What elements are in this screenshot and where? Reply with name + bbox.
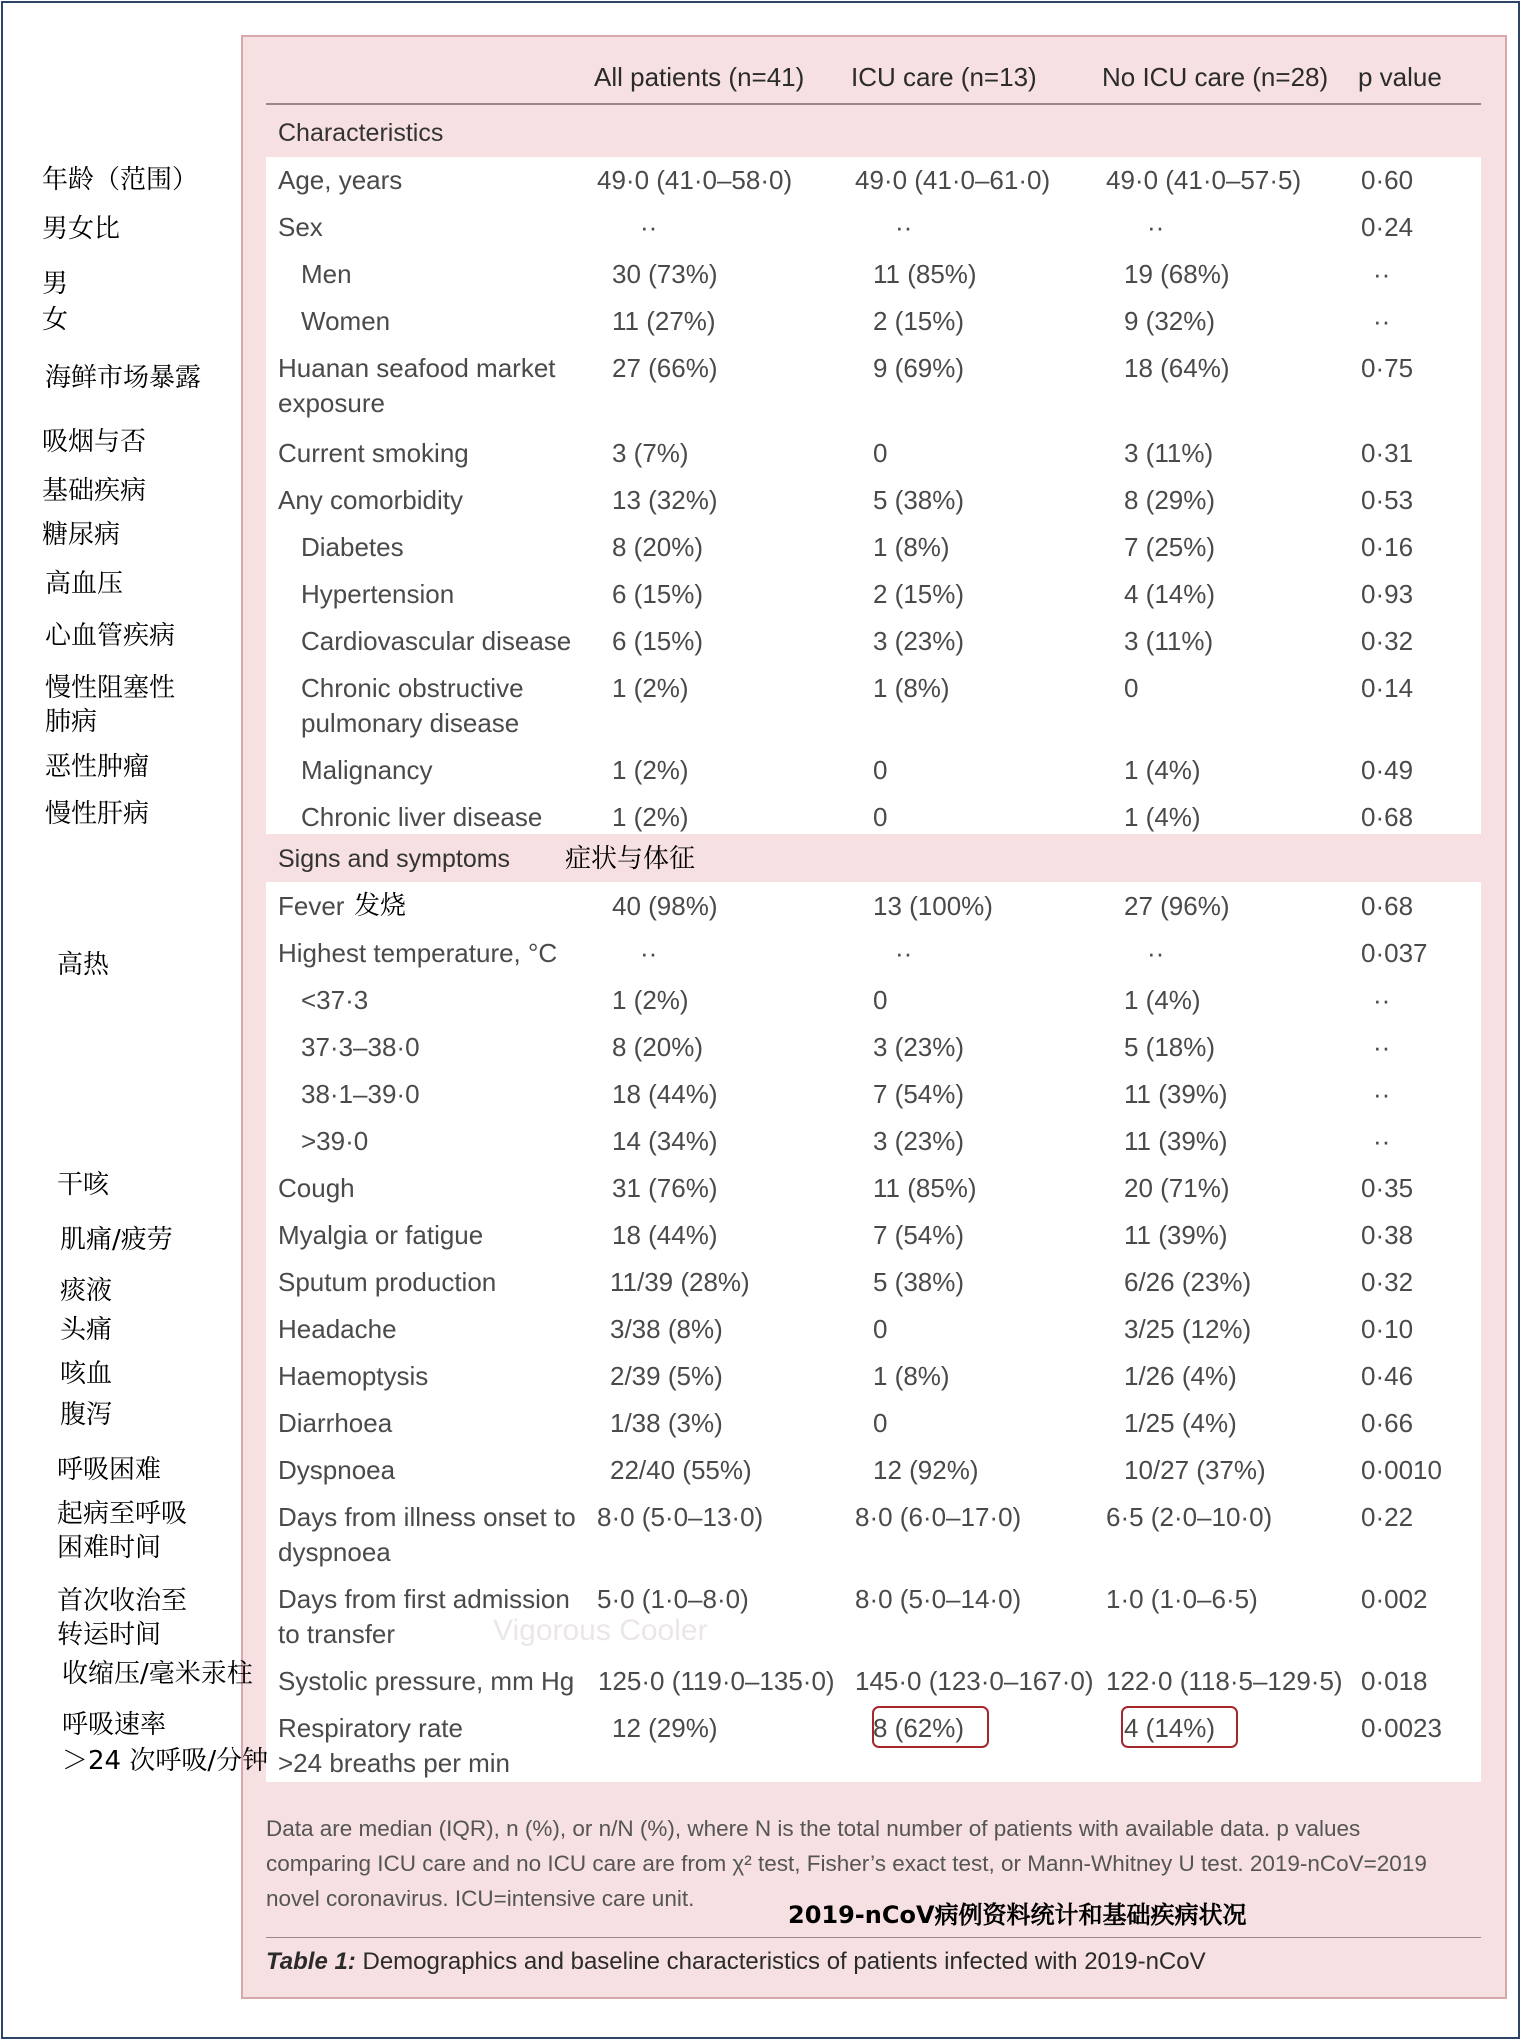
cell-icu: 1 (8%) — [873, 673, 950, 703]
caption-text: Demographics and baseline characteristics of patients infected with 2019-nCoV — [355, 1948, 1206, 1975]
row-label: Systolic pressure, mm Hg — [278, 1666, 575, 1696]
cell-all: ·· — [640, 938, 658, 968]
cell-all: 3/38 (8%) — [610, 1314, 723, 1344]
cell-all: 6 (15%) — [612, 626, 704, 656]
footnote-line-1: Data are median (IQR), n (%), or n/N (%), where N is the total number of patients with available data. p values — [266, 1816, 1361, 1841]
row-label: >24 breaths per min — [278, 1748, 510, 1778]
cell-icu: 3 (23%) — [873, 1126, 965, 1156]
cell-p: 0·14 — [1361, 673, 1414, 703]
cell-noicu: 8 (29%) — [1124, 485, 1216, 515]
cell-noicu: 3 (11%) — [1124, 438, 1214, 468]
cell-p: 0·49 — [1361, 755, 1414, 785]
cn-men: 男 — [42, 269, 69, 299]
row-label: Sex — [278, 212, 323, 242]
cn-haemoptysis: 咳血 — [60, 1359, 113, 1389]
cell-noicu: 1 (4%) — [1124, 985, 1201, 1015]
cn-systolic: 收缩压/毫米汞柱 — [62, 1659, 253, 1689]
cell-all: 31 (76%) — [612, 1173, 718, 1203]
cn-women: 女 — [42, 305, 69, 335]
cell-icu: 2 (15%) — [873, 579, 965, 609]
cn-transfer-2: 转运时间 — [57, 1620, 162, 1650]
cn-malignancy: 恶性肿瘤 — [45, 752, 150, 782]
cell-noicu: 5 (18%) — [1124, 1032, 1216, 1062]
cell-noicu: 11 (39%) — [1124, 1126, 1228, 1156]
row-label: Highest temperature, °C — [278, 938, 558, 968]
cell-p: 0·38 — [1361, 1220, 1414, 1250]
row-label: Respiratory rate — [278, 1713, 463, 1743]
row-label: Malignancy — [301, 755, 433, 785]
highlight-noicu-respiratory — [1121, 1706, 1238, 1748]
table-caption — [266, 1947, 1206, 1977]
header-p: p value — [1358, 62, 1442, 92]
watermark: Vigorous Cooler — [493, 1614, 708, 1647]
cn-seafood: 海鲜市场暴露 — [45, 363, 202, 393]
cn-high-fever: 高热 — [57, 950, 110, 980]
cell-all: 1 (2%) — [612, 755, 689, 785]
header-icu: ICU care (n=13) — [851, 62, 1037, 92]
cell-p: 0·66 — [1361, 1408, 1414, 1438]
cell-icu: 3 (23%) — [873, 1032, 965, 1062]
cell-all: 22/40 (55%) — [610, 1455, 752, 1485]
cell-p: 0·68 — [1361, 891, 1414, 921]
cell-icu: 8·0 (5·0–14·0) — [855, 1584, 1022, 1614]
cell-all: 5·0 (1·0–8·0) — [597, 1584, 749, 1614]
cell-all: 11 (27%) — [612, 306, 716, 336]
cell-icu: 5 (38%) — [873, 485, 965, 515]
cn-fever: 发烧 — [354, 891, 407, 921]
cell-p: 0·16 — [1361, 532, 1414, 562]
cell-noicu: 6/26 (23%) — [1124, 1267, 1252, 1297]
cell-icu: 0 — [873, 1314, 888, 1344]
cell-all: 1 (2%) — [612, 802, 689, 832]
cell-noicu: 4 (14%) — [1124, 1713, 1216, 1743]
cell-p: 0·002 — [1361, 1584, 1428, 1614]
cell-all: 125·0 (119·0–135·0) — [598, 1666, 835, 1696]
cell-all: 30 (73%) — [612, 259, 718, 289]
cell-noicu: 19 (68%) — [1124, 259, 1230, 289]
cell-p: 0·0010 — [1361, 1455, 1442, 1485]
cell-icu: 0 — [873, 802, 888, 832]
cell-p: 0·24 — [1361, 212, 1414, 242]
cell-p: ·· — [1373, 985, 1391, 1015]
cn-liver: 慢性肝病 — [45, 799, 150, 829]
cn-headache: 头痛 — [60, 1315, 113, 1345]
row-label: Cough — [278, 1173, 355, 1203]
row-label: >39·0 — [301, 1126, 369, 1156]
cell-all: 1 (2%) — [612, 673, 689, 703]
cell-all: 13 (32%) — [612, 485, 718, 515]
cell-p: ·· — [1373, 1032, 1391, 1062]
cn-copd-2: 肺病 — [45, 707, 98, 737]
cell-noicu: 1/26 (4%) — [1124, 1361, 1237, 1391]
cell-icu: 0 — [873, 755, 888, 785]
cell-noicu: 1 (4%) — [1124, 802, 1201, 832]
cell-noicu: 18 (64%) — [1124, 353, 1230, 383]
section-signs: Signs and symptoms — [278, 845, 511, 873]
row-label: 37·3–38·0 — [301, 1032, 420, 1062]
row-label: Days from illness onset to — [278, 1502, 576, 1532]
cell-icu: 0 — [873, 438, 888, 468]
cn-transfer-1: 首次收治至 — [57, 1586, 188, 1616]
row-label: pulmonary disease — [301, 708, 520, 738]
row-label: Chronic obstructive — [301, 673, 524, 703]
cell-icu: 145·0 (123·0–167·0) — [855, 1666, 1094, 1696]
row-label: Women — [301, 306, 391, 336]
cell-noicu: 122·0 (118·5–129·5) — [1106, 1666, 1343, 1696]
row-label: Headache — [278, 1314, 397, 1344]
cell-all: 1 (2%) — [612, 985, 689, 1015]
cell-all: 8 (20%) — [612, 1032, 704, 1062]
caption-prefix: Table 1: — [266, 1948, 356, 1975]
cell-p: 0·0023 — [1361, 1713, 1442, 1743]
cell-noicu: 49·0 (41·0–57·5) — [1106, 165, 1302, 195]
cell-icu: 0 — [873, 1408, 888, 1438]
cell-all: 18 (44%) — [612, 1079, 718, 1109]
cell-noicu: 10/27 (37%) — [1124, 1455, 1266, 1485]
row-label: Sputum production — [278, 1267, 497, 1297]
section-signs-cn: 症状与体征 — [565, 844, 696, 874]
cell-all: 8 (20%) — [612, 532, 704, 562]
cell-noicu: 11 (39%) — [1124, 1220, 1228, 1250]
row-label: Dyspnoea — [278, 1455, 396, 1485]
footnote-line-3: novel coronavirus. ICU=intensive care unit. — [266, 1886, 695, 1911]
row-label: Any comorbidity — [278, 485, 463, 515]
cell-icu: 3 (23%) — [873, 626, 965, 656]
cn-onset-2: 困难时间 — [57, 1533, 162, 1563]
row-label: Fever — [278, 891, 345, 921]
cell-all: 6 (15%) — [612, 579, 704, 609]
cn-onset-1: 起病至呼吸 — [57, 1499, 188, 1529]
cell-icu: 2 (15%) — [873, 306, 965, 336]
row-label: <37·3 — [301, 985, 369, 1015]
cell-noicu: ·· — [1147, 212, 1165, 242]
cn-dyspnoea: 呼吸困难 — [57, 1455, 162, 1485]
cell-icu: 8 (62%) — [873, 1713, 965, 1743]
row-label: Chronic liver disease — [301, 802, 543, 832]
row-label: Men — [301, 259, 352, 289]
header-all: All patients (n=41) — [594, 62, 805, 92]
cell-icu: 7 (54%) — [873, 1079, 965, 1109]
cell-noicu: 1/25 (4%) — [1124, 1408, 1237, 1438]
cell-all: 1/38 (3%) — [610, 1408, 723, 1438]
cell-noicu: 11 (39%) — [1124, 1079, 1228, 1109]
row-label: exposure — [278, 388, 385, 418]
cell-icu: ·· — [895, 938, 913, 968]
highlight-icu-respiratory — [872, 1706, 989, 1748]
cell-noicu: ·· — [1147, 938, 1165, 968]
cell-icu: 7 (54%) — [873, 1220, 965, 1250]
cell-noicu: 1·0 (1·0–6·5) — [1106, 1584, 1258, 1614]
row-label: Myalgia or fatigue — [278, 1220, 484, 1250]
row-label: to transfer — [278, 1619, 396, 1649]
cell-all: 12 (29%) — [612, 1713, 718, 1743]
cn-cough: 干咳 — [57, 1170, 110, 1200]
cn-resp-1: 呼吸速率 — [62, 1710, 167, 1740]
cell-p: 0·93 — [1361, 579, 1414, 609]
cell-icu: 13 (100%) — [873, 891, 993, 921]
section-characteristics: Characteristics — [278, 119, 444, 147]
row-label: Current smoking — [278, 438, 469, 468]
cell-icu: 49·0 (41·0–61·0) — [855, 165, 1051, 195]
cell-icu: 11 (85%) — [873, 1173, 977, 1203]
cell-noicu: 27 (96%) — [1124, 891, 1230, 921]
cell-icu: 12 (92%) — [873, 1455, 979, 1485]
header-noicu: No ICU care (n=28) — [1102, 62, 1329, 92]
cell-p: 0·31 — [1361, 438, 1414, 468]
cell-all: 3 (7%) — [612, 438, 689, 468]
cell-all: 18 (44%) — [612, 1220, 718, 1250]
cell-p: 0·32 — [1361, 1267, 1414, 1297]
cell-all: 8·0 (5·0–13·0) — [597, 1502, 764, 1532]
cn-diabetes: 糖尿病 — [42, 520, 121, 550]
cn-diarrhoea: 腹泻 — [60, 1400, 113, 1430]
cn-myalgia: 肌痛/疲劳 — [60, 1225, 173, 1255]
row-label: Haemoptysis — [278, 1361, 429, 1391]
cell-all: 27 (66%) — [612, 353, 718, 383]
row-label: Days from first admission — [278, 1584, 570, 1614]
cell-icu: 0 — [873, 985, 888, 1015]
cn-comorbidity: 基础疾病 — [42, 476, 147, 506]
cell-p: 0·35 — [1361, 1173, 1414, 1203]
cell-p: ·· — [1373, 1126, 1391, 1156]
cell-all: 14 (34%) — [612, 1126, 718, 1156]
cell-noicu: 1 (4%) — [1124, 755, 1201, 785]
cell-all: 11/39 (28%) — [610, 1267, 750, 1297]
cell-all: 49·0 (41·0–58·0) — [597, 165, 793, 195]
cell-all: 40 (98%) — [612, 891, 718, 921]
cn-sputum: 痰液 — [60, 1276, 113, 1306]
cell-p: 0·037 — [1361, 938, 1428, 968]
cell-all: 2/39 (5%) — [610, 1361, 723, 1391]
cell-icu: 5 (38%) — [873, 1267, 965, 1297]
footnote-line-2: comparing ICU care and no ICU care are from χ² test, Fisher’s exact test, or Mann-Whitney U test. 2019-nCoV=2019 — [266, 1851, 1427, 1876]
cell-p: 0·32 — [1361, 626, 1414, 656]
cn-sex-ratio: 男女比 — [42, 214, 121, 244]
row-label: Cardiovascular disease — [301, 626, 572, 656]
row-label: Diarrhoea — [278, 1408, 393, 1438]
cell-noicu: 3/25 (12%) — [1124, 1314, 1252, 1344]
cell-p: ·· — [1373, 306, 1391, 336]
cell-p: 0·46 — [1361, 1361, 1414, 1391]
cell-noicu: 6·5 (2·0–10·0) — [1106, 1502, 1273, 1532]
row-label: Diabetes — [301, 532, 404, 562]
subtitle-cn: 2019-nCoV病例资料统计和基础疾病状况 — [788, 1901, 1247, 1929]
cell-noicu: 7 (25%) — [1124, 532, 1216, 562]
cell-p: 0·60 — [1361, 165, 1414, 195]
caption-rule — [266, 1937, 1481, 1938]
cell-noicu: 20 (71%) — [1124, 1173, 1230, 1203]
cell-noicu: 3 (11%) — [1124, 626, 1214, 656]
cell-icu: ·· — [895, 212, 913, 242]
row-label: Age, years — [278, 165, 403, 195]
cell-p: 0·018 — [1361, 1666, 1428, 1696]
row-label: Hypertension — [301, 579, 455, 609]
cell-icu: 9 (69%) — [873, 353, 965, 383]
row-label: Huanan seafood market — [278, 353, 556, 383]
cell-all: ·· — [640, 212, 658, 242]
cn-hypertension: 高血压 — [45, 569, 124, 599]
row-label: 38·1–39·0 — [301, 1079, 420, 1109]
cn-copd-1: 慢性阻塞性 — [45, 673, 176, 703]
cell-noicu: 4 (14%) — [1124, 579, 1216, 609]
cell-noicu: 0 — [1124, 673, 1139, 703]
cell-p: 0·22 — [1361, 1502, 1414, 1532]
cell-p: 0·53 — [1361, 485, 1414, 515]
cell-icu: 1 (8%) — [873, 532, 950, 562]
cell-p: 0·68 — [1361, 802, 1414, 832]
row-label: dyspnoea — [278, 1537, 391, 1567]
cell-p: ·· — [1373, 1079, 1391, 1109]
cn-cardiovascular: 心血管疾病 — [45, 621, 176, 651]
cell-p: 0·75 — [1361, 353, 1414, 383]
cell-p: ·· — [1373, 259, 1391, 289]
cn-age: 年龄（范围） — [42, 165, 199, 195]
cn-smoking: 吸烟与否 — [42, 427, 147, 457]
cn-resp-2: ＞24 次呼吸/分钟 — [62, 1746, 269, 1776]
cell-p: 0·10 — [1361, 1314, 1414, 1344]
cell-noicu: 9 (32%) — [1124, 306, 1216, 336]
cell-icu: 1 (8%) — [873, 1361, 950, 1391]
cell-icu: 11 (85%) — [873, 259, 977, 289]
header-rule — [266, 103, 1481, 105]
cell-icu: 8·0 (6·0–17·0) — [855, 1502, 1022, 1532]
